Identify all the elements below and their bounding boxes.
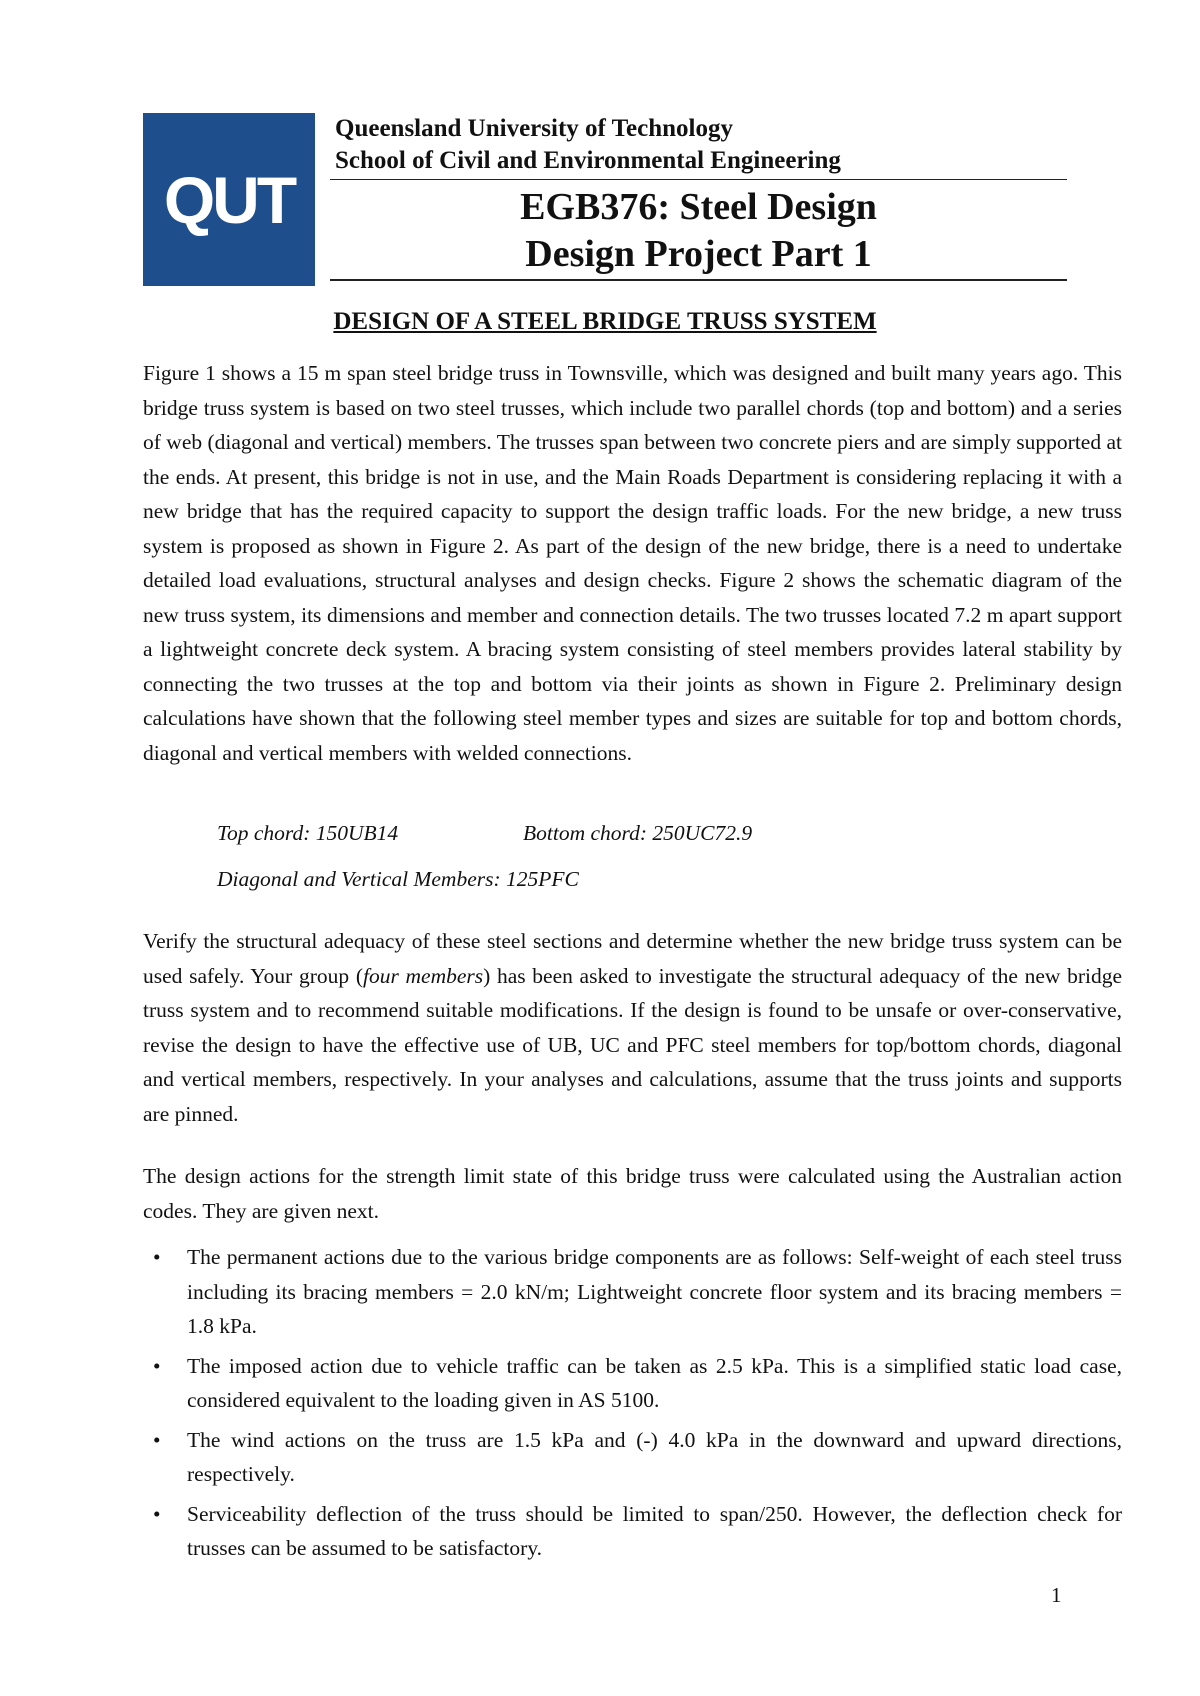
school-name: School of Civil and Environmental Engineering	[335, 147, 841, 174]
header-rule-top	[330, 179, 1067, 180]
document-heading: DESIGN OF A STEEL BRIDGE TRUSS SYSTEM	[333, 308, 877, 335]
task-text-part2: ) has been asked to investigate the structural adequacy of the new bridge truss system and to recommend suitable modifications. If the design is found to be unsafe or over-conservative, revise the design to have the effective use of UB, UC and PFC steel members for top/bottom chords, diagonal and vertical members, respectively. In your analyses and calculations, assume that the truss joints and supports are pinned.	[143, 963, 1122, 1126]
web-members-spec: Diagonal and Vertical Members: 125PFC	[217, 867, 579, 891]
top-chord-spec: Top chord: 150UB14	[217, 821, 399, 845]
list-item: • Serviceability deflection of the truss should be limited to span/250. However, the deflection check for trusses can be assumed to be satisfactory.	[143, 1497, 1122, 1566]
actions-intro-paragraph: The design actions for the strength limit state of this bridge truss were calculated using the Australian action codes. They are given next.	[143, 1164, 1122, 1223]
design-actions-list	[143, 1240, 1122, 1571]
intro-paragraph: Figure 1 shows a 15 m span steel bridge truss in Townsville, which was designed and built many years ago. This bridge truss system is based on two steel trusses, which include two parallel chords (top and bottom) and a series of web (diagonal and vertical) members. The trusses span between two concrete piers and are simply supported at the ends. At present, this bridge is not in use, and the Main Roads Department is considering replacing it with a new bridge that has the required capacity to support the design traffic loads. For the new bridge, a new truss system is proposed as shown in Figure 2. As part of the design of the new bridge, there is a need to undertake detailed load evaluations, structural analyses and design checks. Figure 2 shows the schematic diagram of the new truss system, its dimensions and member and connection details. The two trusses located 7.2 m apart support a lightweight concrete deck system. A bracing system consisting of steel members provides lateral stability by connecting the two trusses at the top and bottom via their joints as shown in Figure 2. Preliminary design calculations have shown that the following steel member types and sizes are suitable for top and bottom chords, diagonal and vertical members with welded connections.	[143, 361, 1122, 765]
bottom-chord-spec: Bottom chord: 250UC72.9	[523, 821, 753, 845]
page-number: 1	[1051, 1583, 1062, 1607]
list-item: • The imposed action due to vehicle traffic can be taken as 2.5 kPa. This is a simplified static load case, considered equivalent to the loading given in AS 5100.	[143, 1349, 1122, 1418]
header-rule-bottom	[330, 279, 1067, 281]
task-text-italic: four members	[362, 963, 484, 988]
qut-logo	[143, 113, 315, 286]
institution-block	[335, 113, 841, 177]
task-paragraph	[143, 924, 1122, 1131]
task-text-part1: Verify the structural adequacy of these steel sections and determine whether the new bridge truss system can be used safely. Your group (	[143, 929, 1122, 988]
list-item: • The permanent actions due to the various bridge components are as follows: Self-weight of each steel truss including its bracing members = 2.0 kN/m; Lightweight concrete floor system and its bracing members = 1.8 kPa.	[143, 1240, 1122, 1344]
course-title: EGB376: Steel Design	[520, 186, 877, 228]
logo-text: QUT	[163, 162, 295, 237]
list-item: • The wind actions on the truss are 1.5 kPa and (-) 4.0 kPa in the downward and upward directions, respectively.	[143, 1423, 1122, 1492]
institution-name: Queensland University of Technology	[335, 115, 733, 142]
project-title: Design Project Part 1	[525, 233, 872, 275]
